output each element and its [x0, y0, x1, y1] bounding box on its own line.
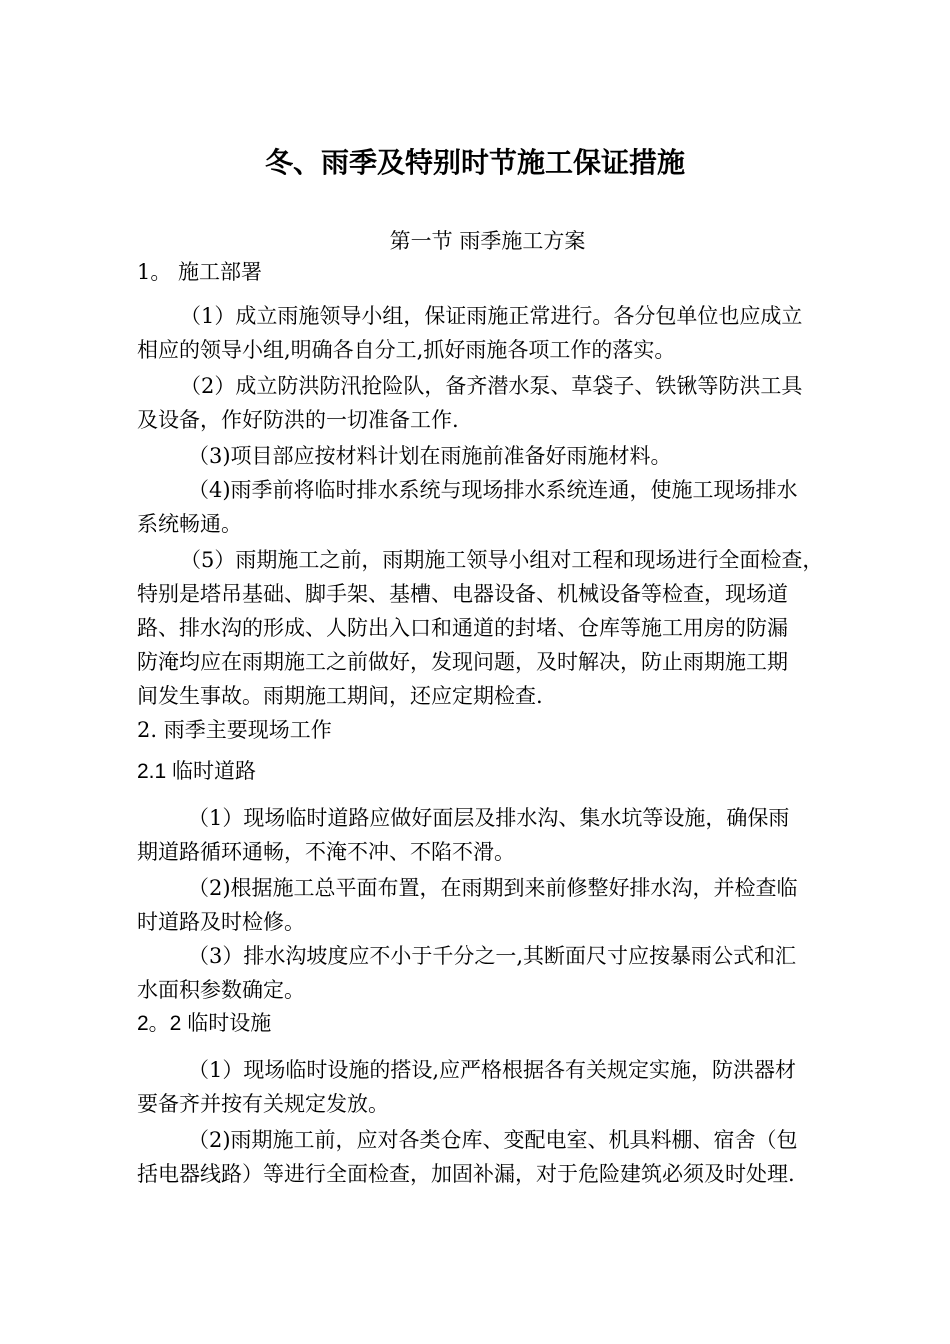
- heading-2-1: 2.1 临时道路: [137, 760, 257, 783]
- paragraph-line: 系统畅通。: [137, 512, 242, 536]
- paragraph-line: （3）排水沟坡度应不小于千分之一,其断面尺寸应按暴雨公式和汇: [188, 944, 797, 968]
- heading-1: 1。 施工部署: [137, 260, 263, 284]
- paragraph-line: 路、排水沟的形成、人防出入口和通道的封堵、仓库等施工用房的防漏: [137, 616, 788, 640]
- paragraph-line: 期道路循环通畅，不淹不冲、不陷不滑。: [137, 840, 515, 864]
- paragraph-line: 相应的领导小组,明确各自分工,抓好雨施各项工作的落实。: [137, 338, 676, 362]
- paragraph-line: 水面积参数确定。: [137, 978, 305, 1002]
- paragraph-line: 防淹均应在雨期施工之前做好，发现问题，及时解决，防止雨期施工期: [137, 650, 788, 674]
- section-title: 第一节 雨季施工方案: [389, 229, 586, 253]
- paragraph-line: 间发生事故。雨期施工期间，还应定期检查.: [137, 684, 543, 708]
- heading-2: 2. 雨季主要现场工作: [137, 718, 332, 742]
- paragraph-line: （2)根据施工总平面布置，在雨期到来前修整好排水沟，并检查临: [188, 876, 798, 900]
- paragraph-line: （1）成立雨施领导小组，保证雨施正常进行。各分包单位也应成立: [180, 304, 803, 328]
- paragraph-line: （2)雨期施工前，应对各类仓库、变配电室、机具料棚、宿舍（包: [188, 1128, 798, 1152]
- document-title: 冬、雨季及特别时节施工保证措施: [264, 146, 685, 179]
- paragraph-line: 要备齐并按有关规定发放。: [137, 1092, 389, 1116]
- paragraph-line: 特别是塔吊基础、脚手架、基槽、电器设备、机械设备等检查，现场道: [137, 582, 788, 606]
- paragraph-line: 括电器线路）等进行全面检查，加固补漏，对于危险建筑必须及时处理.: [137, 1162, 795, 1186]
- paragraph-line: 及设备，作好防洪的一切准备工作.: [137, 408, 459, 432]
- paragraph-line: （1）现场临时道路应做好面层及排水沟、集水坑等设施，确保雨: [188, 806, 790, 830]
- paragraph-line: （4)雨季前将临时排水系统与现场排水系统连通，使施工现场排水: [188, 478, 798, 502]
- paragraph-line: （1）现场临时设施的搭设,应严格根据各有关规定实施，防洪器材: [188, 1058, 797, 1082]
- paragraph-line: （3)项目部应按材料计划在雨施前准备好雨施材料。: [188, 444, 672, 468]
- heading-2-2: 2。2 临时设施: [137, 1012, 272, 1035]
- paragraph-line: （5）雨期施工之前，雨期施工领导小组对工程和现场进行全面检查，: [180, 548, 824, 572]
- paragraph-line: （2）成立防洪防汛抢险队，备齐潜水泵、草袋子、铁锹等防洪工具: [180, 374, 803, 398]
- paragraph-line: 时道路及时检修。: [137, 910, 305, 934]
